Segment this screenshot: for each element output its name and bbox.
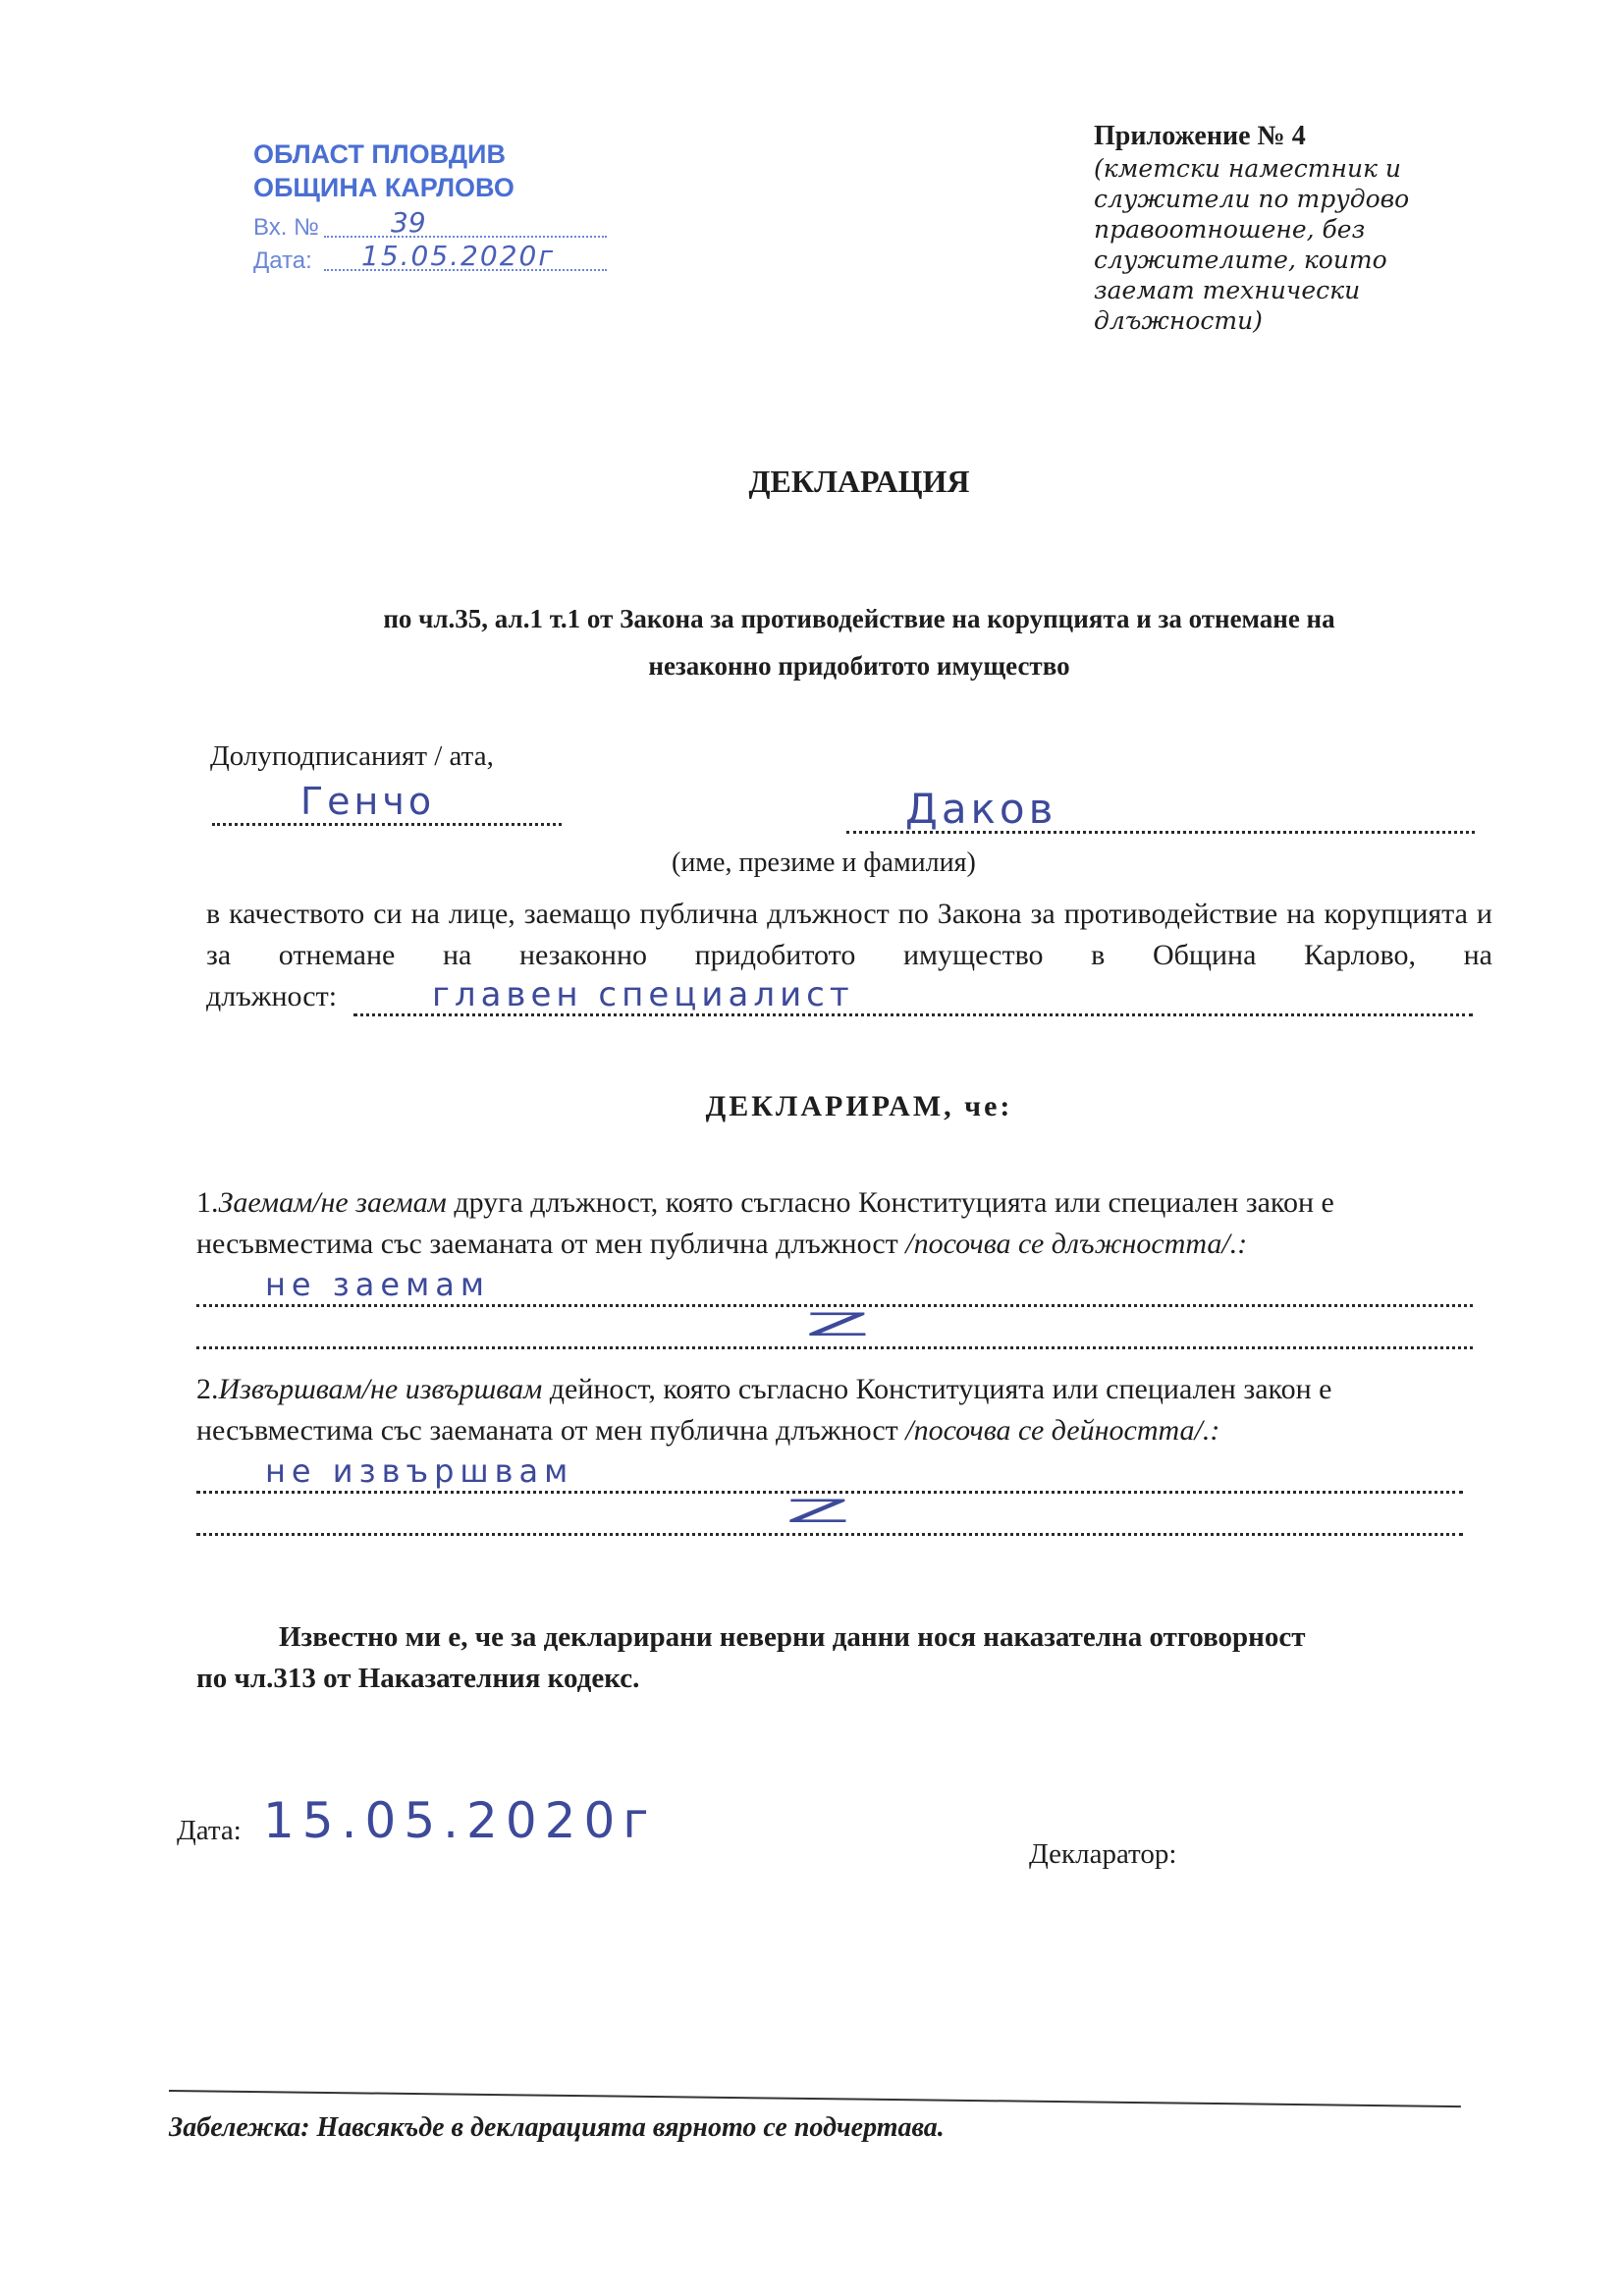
registration-stamp <box>253 137 626 277</box>
position-row <box>206 976 1473 1017</box>
liability-line2: по чл.313 от Наказателния кодекс. <box>196 1663 640 1694</box>
item-hint: /посочва се длъжността/.: <box>905 1228 1248 1260</box>
stamp-date-row <box>253 240 626 277</box>
item-text: другa длъжност, която съгласно Конституцията или специален закон е <box>446 1186 1334 1219</box>
annex-title: Приложение № 4 <box>1094 121 1306 151</box>
annex-line: служителите, които <box>1094 246 1387 274</box>
name-hint: (име, презиме и фамилия) <box>672 847 976 878</box>
footer-date-label: Дата: <box>177 1815 242 1846</box>
annex-line: служители по трудово <box>1094 185 1410 213</box>
footer-date-value[interactable]: 15.05.2020г <box>263 1792 657 1849</box>
item-hint: /посочва се дейността/.: <box>905 1414 1220 1447</box>
item-answer: не заемам <box>265 1266 490 1303</box>
liability-statement <box>196 1616 1492 1699</box>
item-text: несъвместима със заеманата от мен публична длъжност <box>196 1414 898 1447</box>
declarator-label: Декларатор: <box>1029 1838 1177 1870</box>
stamp-date-label: Дата: <box>253 247 312 274</box>
liability-line1: Известно ми е, че за декларирани неверни данни нося наказателна отговорност <box>279 1621 1306 1653</box>
document-subtitle-line2: незаконно придобитото имущество <box>648 651 1070 681</box>
document-title: ДЕКЛАРАЦИЯ <box>748 464 970 499</box>
declarant-label: Долуподписаният / ата, <box>210 740 494 772</box>
document-subtitle-line1: по чл.35, ал.1 т.1 от Закона за противодействие на корупцията и за отнемане на <box>383 604 1335 633</box>
stamp-reg-label: Вх. № <box>253 214 319 241</box>
stamp-municipality: ОБЩИНА КАРЛОВО <box>253 173 514 202</box>
last-name-value: Даков <box>905 785 1057 833</box>
annex-line: длъжности) <box>1094 306 1263 335</box>
strike-mark: Z <box>785 1493 850 1530</box>
item-answer-line[interactable] <box>196 1451 1463 1494</box>
annex-line: (кметски наместник и <box>1094 154 1402 183</box>
declaration-item-1 <box>196 1182 1492 1349</box>
last-name-field[interactable] <box>846 785 1475 834</box>
declare-heading: ДЕКЛАРИРАМ, че: <box>705 1090 1013 1122</box>
item-choice: Извършвам/не извършвам <box>218 1373 543 1405</box>
item-number: 2. <box>196 1373 219 1405</box>
item-answer-line[interactable] <box>196 1265 1473 1307</box>
annex-line: заемат технически <box>1094 276 1361 304</box>
item-number: 1. <box>196 1186 219 1219</box>
stamp-reg-row <box>253 206 626 244</box>
item-answer: не извършвам <box>265 1452 574 1490</box>
position-value: главен специалист <box>432 975 854 1014</box>
first-name-field[interactable] <box>212 780 562 826</box>
annex-line: правоотношене, без <box>1094 215 1366 244</box>
stamp-date-value: 15.05.2020г <box>361 240 556 272</box>
stamp-reg-number: 39 <box>391 206 426 239</box>
footer-note: Забележка: Навсякъде в декларацията вярното се подчертава. <box>169 2112 945 2143</box>
annex-block <box>1094 120 1487 336</box>
stamp-region: ОБЛАСТ ПЛОВДИВ <box>253 139 506 169</box>
declaration-item-2 <box>196 1369 1492 1536</box>
strike-mark: Z <box>805 1306 870 1343</box>
first-name-value: Генчо <box>300 780 436 823</box>
item-choice: Заемам/не заемам <box>218 1186 447 1219</box>
item-text: дейност, която съгласно Конституцията или специален закон е <box>542 1373 1332 1405</box>
item-answer-line-2[interactable] <box>196 1307 1473 1349</box>
signature-area[interactable] <box>1202 1736 1457 1972</box>
capacity-text: в качеството си на лице, заемащо публична длъжност по Закона за противодействие на корупцията и за отнемане на незаконно придобитото имущество в Община Карлово, на <box>206 898 1492 971</box>
footer-divider <box>169 2090 1461 2107</box>
item-text: несъвместима със заеманата от мен публична длъжност <box>196 1228 898 1260</box>
position-label: длъжност: <box>206 980 338 1012</box>
item-answer-line-2[interactable] <box>196 1494 1463 1536</box>
